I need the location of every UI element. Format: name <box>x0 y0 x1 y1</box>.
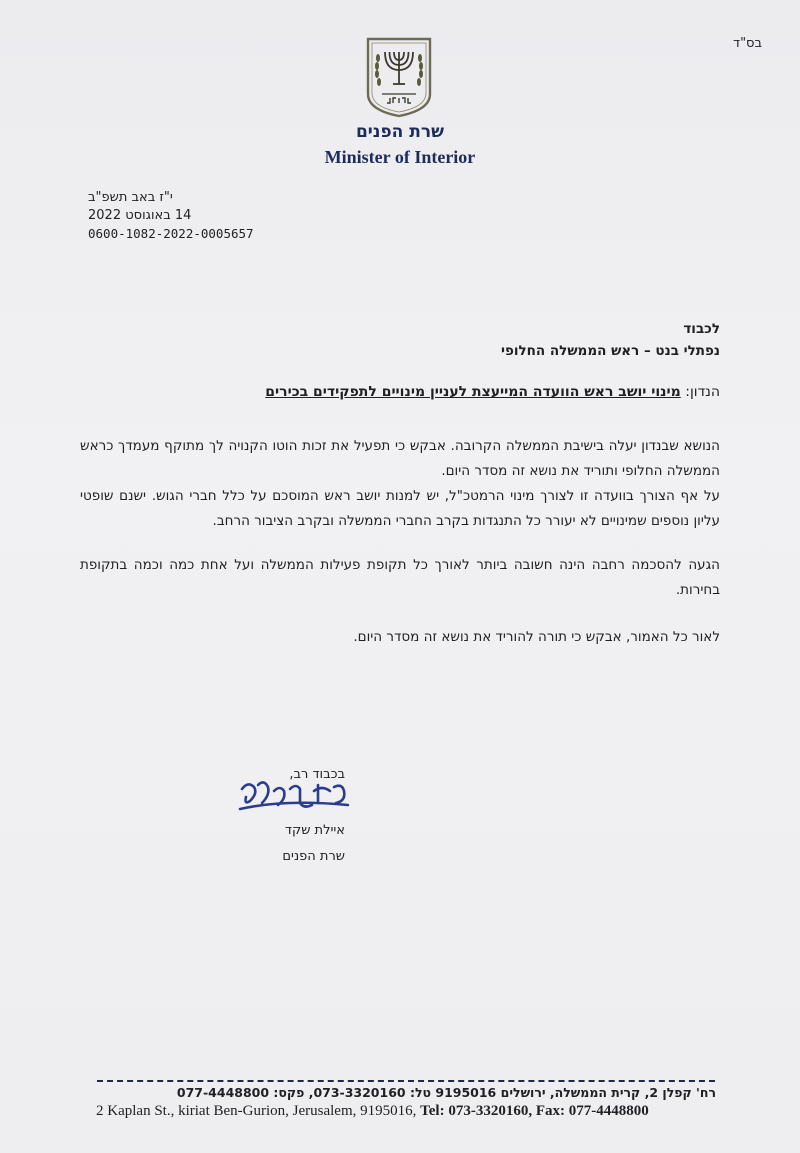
ministry-name-hebrew: שרת הפנים <box>355 122 445 142</box>
body-paragraph-1 <box>80 434 720 534</box>
hebrew-date: י"ז באב תשפ"ב <box>88 190 173 205</box>
closing-line: בכבוד רב, <box>289 767 345 782</box>
reference-number: 0600-1082-2022-0005657 <box>88 226 254 241</box>
addressee-name: נפתלי בנט – ראש הממשלה החלופי <box>500 343 720 359</box>
addressee-salutation: לכבוד <box>683 321 720 337</box>
subject-line <box>265 384 720 400</box>
body-paragraph-1b: על אף הצורך בוועדה זו לצורך מינוי הרמטכ"ל, יש למנות יושב ראש המוסכם על כלל חברי הגוש. ישנם שופטי עליון נוספים שמינויים לא יעורר כל התנגדות בקרב החברי הממשלה ובקרב הציבור הרחב. <box>80 488 720 529</box>
footer-address-english <box>96 1103 716 1120</box>
footer-fax: Fax: 077-4448800 <box>535 1103 649 1119</box>
signatory-title: שרת הפנים <box>282 849 345 864</box>
signatory-name: איילת שקד <box>284 823 345 838</box>
letter-meta <box>88 189 258 243</box>
state-emblem-icon <box>364 36 434 118</box>
body-paragraph-2: הגעה להסכמה רחבה הינה חשובה ביותר לאורך כל תקופת פעילות הממשלה ועל אחת כמה וכמה בתקופת בחירות. <box>80 557 720 598</box>
bsd-mark: בס"ד <box>732 36 762 51</box>
footer-address-hebrew: רח' קפלן 2, קרית הממשלה, ירושלים 9195016 טל: 073-3320160, פקס: 077-4448800 <box>176 1085 716 1100</box>
signatory <box>282 818 345 870</box>
footer-address-street: 2 Kaplan St., kiriat Ben-Gurion, Jerusalem, 9195016, <box>96 1103 421 1119</box>
gregorian-date: 14 באוגוסט 2022 <box>88 208 192 223</box>
footer-tel: Tel: 073-3320160, <box>420 1103 536 1119</box>
body-paragraph-3: לאור כל האמור, אבקש כי תורה להוריד את נושא זה מסדר היום. <box>353 629 720 645</box>
footer-divider <box>97 1080 715 1082</box>
subject-prefix: הנדון: <box>685 384 720 400</box>
ministry-name-english: Minister of Interior <box>324 147 476 167</box>
handwritten-signature-icon <box>234 775 354 819</box>
addressee-block <box>501 318 720 362</box>
subject-text: מינוי יושב ראש הוועדה המייעצת לעניין מינויים לתפקידים בכירים <box>265 384 681 400</box>
body-paragraph-1a: הנושא שבנדון יעלה בישיבת הממשלה הקרובה. אבקש כי תפעיל את זכות הוטו הקנויה לך מתוקף מעמדך כראש הממשלה החלופי ותוריד את נושא זה מסדר היום. <box>80 438 720 479</box>
